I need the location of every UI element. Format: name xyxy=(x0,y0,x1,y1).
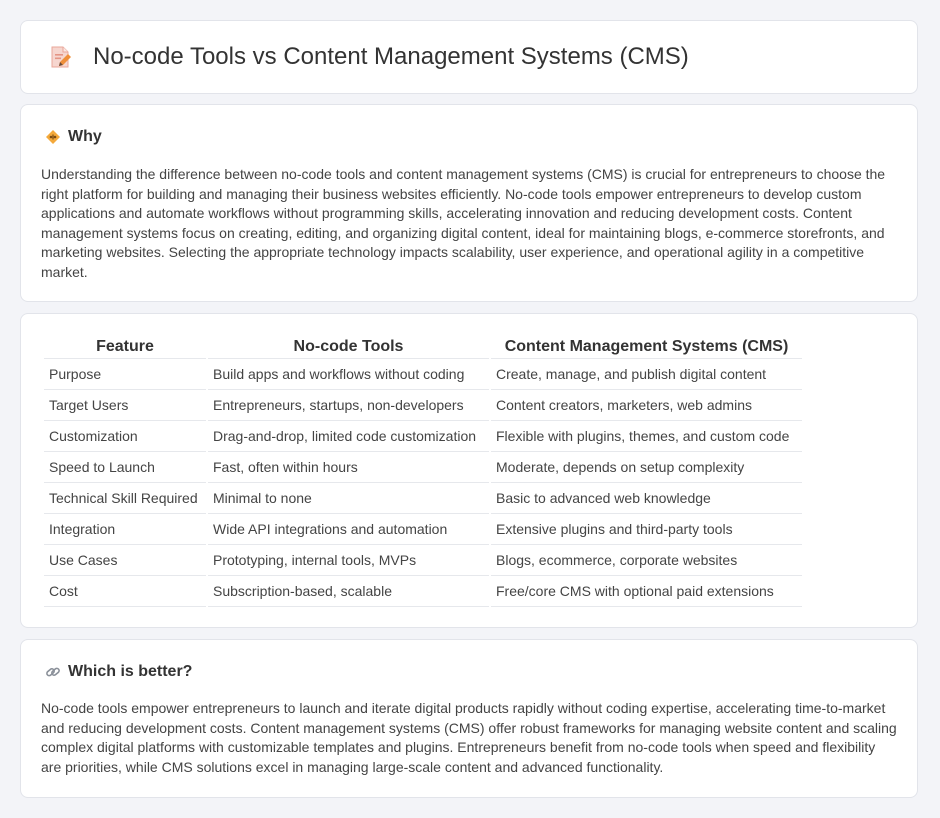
feature-cell: Cost xyxy=(44,576,206,607)
feature-cell: Speed to Launch xyxy=(44,452,206,483)
nocode-cell: Prototyping, internal tools, MVPs xyxy=(208,545,489,576)
table-row xyxy=(44,514,802,545)
feature-cell: Target Users xyxy=(44,390,206,421)
table-row xyxy=(44,483,802,514)
page-title: No-code Tools vs Content Management Systems (CMS) xyxy=(93,43,689,70)
table-row xyxy=(44,359,802,390)
table-row xyxy=(44,545,802,576)
nocode-cell: Entrepreneurs, startups, non-developers xyxy=(208,390,489,421)
column-header-cms: Content Management Systems (CMS) xyxy=(491,336,802,359)
cms-cell: Free/core CMS with optional paid extensions xyxy=(491,576,802,607)
why-heading: Why xyxy=(68,128,102,145)
table-row xyxy=(44,576,802,607)
better-heading-row xyxy=(45,663,192,681)
comparison-section xyxy=(20,313,918,628)
table-row xyxy=(44,421,802,452)
table-row xyxy=(44,390,802,421)
why-heading-row xyxy=(45,128,102,146)
lightbulb-icon xyxy=(45,129,61,145)
nocode-cell: Subscription-based, scalable xyxy=(208,576,489,607)
nocode-cell: Drag-and-drop, limited code customization xyxy=(208,421,489,452)
feature-cell: Use Cases xyxy=(44,545,206,576)
feature-cell: Customization xyxy=(44,421,206,452)
cms-cell: Flexible with plugins, themes, and custom code xyxy=(491,421,802,452)
better-paragraph: No-code tools empower entrepreneurs to launch and iterate digital products rapidly without coding expertise, accelerating time-to-market and reducing development costs. Content management systems (CMS) offer robust frameworks for managing website content and scaling complex digital platforms with customizable templates and plugins. Entrepreneurs benefit from no-code tools when speed and flexibility are priorities, while CMS solutions excel in managing large-scale content and advanced functionality. xyxy=(41,700,897,775)
feature-cell: Integration xyxy=(44,514,206,545)
nocode-cell: Wide API integrations and automation xyxy=(208,514,489,545)
cms-cell: Extensive plugins and third-party tools xyxy=(491,514,802,545)
why-paragraph: Understanding the difference between no-code tools and content management systems (CMS) is crucial for entrepreneurs to choose the right platform for building and managing their business websites efficiently. No-code tools empower entrepreneurs to develop custom applications and automate workflows without programming skills, accelerating innovation and reducing development costs. Content management systems focus on creating, editing, and organizing digital content, ideal for maintaining blogs, e-commerce storefronts, and marketing websites. Selecting the appropriate technology impacts scalability, user experience, and operational agility in a competitive market. xyxy=(41,166,886,280)
cms-cell: Content creators, marketers, web admins xyxy=(491,390,802,421)
cms-cell: Moderate, depends on setup complexity xyxy=(491,452,802,483)
better-heading: Which is better? xyxy=(68,663,193,680)
title-card xyxy=(20,20,918,94)
which-is-better-section xyxy=(20,639,918,798)
document-edit-icon xyxy=(47,44,73,70)
nocode-cell: Build apps and workflows without coding xyxy=(208,359,489,390)
table-header-row xyxy=(44,336,802,359)
feature-cell: Purpose xyxy=(44,359,206,390)
nocode-cell: Minimal to none xyxy=(208,483,489,514)
table-row xyxy=(44,452,802,483)
cms-cell: Blogs, ecommerce, corporate websites xyxy=(491,545,802,576)
comparison-table xyxy=(42,336,804,607)
column-header-nocode: No-code Tools xyxy=(208,336,489,359)
why-section xyxy=(20,104,918,302)
column-header-feature: Feature xyxy=(44,336,206,359)
link-icon xyxy=(45,664,61,680)
cms-cell: Basic to advanced web knowledge xyxy=(491,483,802,514)
cms-cell: Create, manage, and publish digital content xyxy=(491,359,802,390)
nocode-cell: Fast, often within hours xyxy=(208,452,489,483)
feature-cell: Technical Skill Required xyxy=(44,483,206,514)
